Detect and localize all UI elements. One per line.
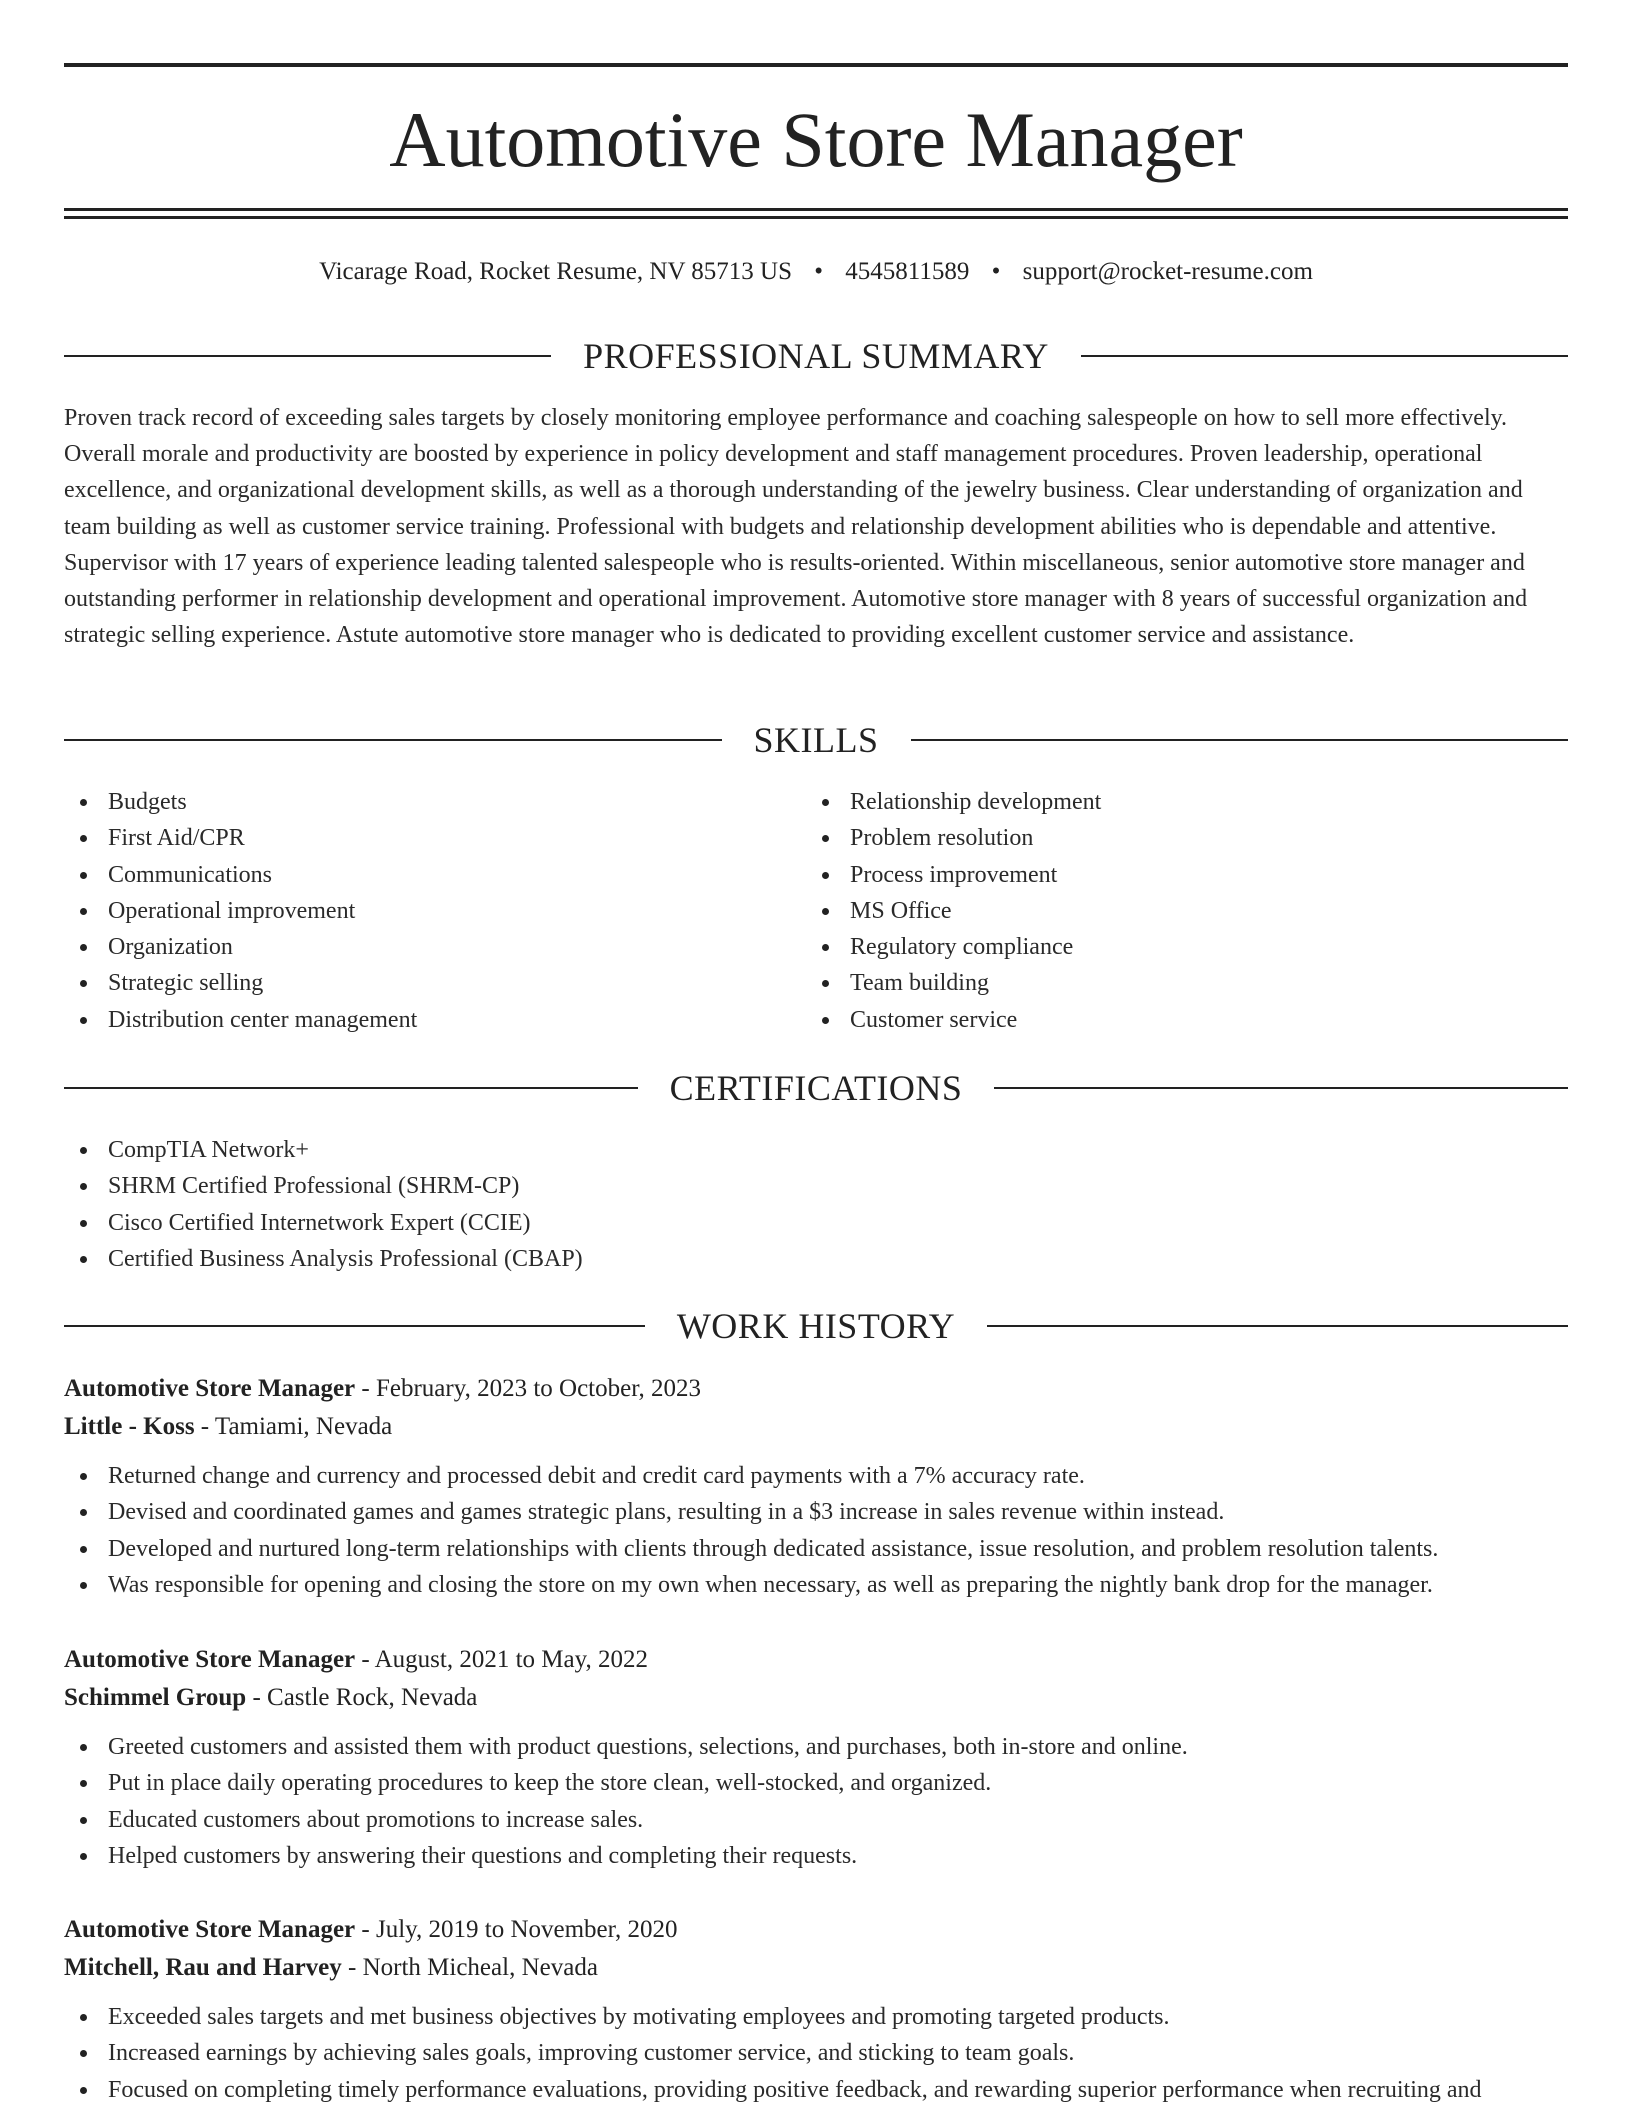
job-dates: - February, 2023 to October, 2023 xyxy=(355,1375,702,1402)
job-bullet: Helped customers by answering their questions and completing their requests. xyxy=(64,1838,1568,1874)
divider-line xyxy=(987,1325,1568,1327)
certification-item: SHRM Certified Professional (SHRM-CP) xyxy=(64,1168,1568,1204)
job-bullets xyxy=(64,1999,1568,2108)
skill-item: Budgets xyxy=(64,784,764,820)
skills-heading xyxy=(64,718,1568,762)
job-dates: - July, 2019 to November, 2020 xyxy=(355,1916,678,1943)
contact-email: support@rocket-resume.com xyxy=(1022,258,1313,285)
skills-list-right xyxy=(806,784,1506,1038)
divider-line xyxy=(1081,355,1568,357)
job-company-line xyxy=(64,1949,1568,1987)
summary-text: Proven track record of exceeding sales targets by closely monitoring employee performance and coaching salespeople on how to sell more effectively. Overall morale and productivity are boosted by experience in policy development and staff management procedures. Proven leadership, operational excellence, and organizational development skills, as well as a thorough understanding of the jewelry business. Clear understanding of organization and team building as well as customer service training. Professional with budgets and relationship development abilities who is dependable and attentive. Supervisor with 17 years of experience leading talented salespeople who is results-oriented. Within miscellaneous, senior automotive store manager and outstanding performer in relationship development and operational improvement. Automotive store manager with 8 years of successful organization and strategic selling experience. Astute automotive store manager who is dedicated to providing excellent customer service and assistance. xyxy=(64,405,1528,649)
job-location: - Tamiami, Nevada xyxy=(194,1413,393,1440)
job-title-line xyxy=(64,1641,1568,1679)
job-company: Little - Koss xyxy=(64,1413,195,1440)
skill-item: Regulatory compliance xyxy=(806,929,1506,965)
skill-item: Problem resolution xyxy=(806,820,1506,856)
certifications-heading xyxy=(64,1066,1568,1110)
job-bullet: Greeted customers and assisted them with product questions, selections, and purchases, both in-store and online. xyxy=(64,1729,1568,1765)
contact-address: Vicarage Road, Rocket Resume, NV 85713 US xyxy=(319,258,793,285)
job-company: Schimmel Group xyxy=(64,1684,247,1711)
job-entry xyxy=(64,1370,1568,1603)
skill-item: Strategic selling xyxy=(64,965,764,1001)
divider-line xyxy=(994,1087,1568,1089)
skill-item: Process improvement xyxy=(806,857,1506,893)
job-location: - North Micheal, Nevada xyxy=(341,1954,598,1981)
skill-item: Communications xyxy=(64,857,764,893)
job-bullets xyxy=(64,1458,1568,1603)
job-title-line xyxy=(64,1370,1568,1408)
section-title-skills: SKILLS xyxy=(753,720,879,760)
work-history-heading xyxy=(64,1304,1568,1348)
skill-item: MS Office xyxy=(806,893,1506,929)
divider-line xyxy=(911,739,1569,741)
contact-line xyxy=(64,254,1568,290)
divider-line xyxy=(64,739,722,741)
skills-list-left xyxy=(64,784,764,1038)
page-title: Automotive Store Manager xyxy=(389,96,1243,183)
job-bullet: Increased earnings by achieving sales goals, improving customer service, and sticking to team goals. xyxy=(64,2035,1568,2071)
header-bottom-rule xyxy=(64,208,1568,211)
skill-item: Distribution center management xyxy=(64,1002,764,1038)
skill-item: Organization xyxy=(64,929,764,965)
certification-item: CompTIA Network+ xyxy=(64,1132,1568,1168)
job-bullets xyxy=(64,1729,1568,1874)
job-bullet: Developed and nurtured long-term relationships with clients through dedicated assistance, issue resolution, and problem resolution talents. xyxy=(64,1531,1568,1567)
skill-item: First Aid/CPR xyxy=(64,820,764,856)
certification-item: Cisco Certified Internetwork Expert (CCIE) xyxy=(64,1205,1568,1241)
skill-item: Customer service xyxy=(806,1002,1506,1038)
job-bullet: Was responsible for opening and closing the store on my own when necessary, as well as preparing the nightly bank drop for the manager. xyxy=(64,1567,1568,1603)
job-title: Automotive Store Manager xyxy=(64,1375,356,1402)
divider-line xyxy=(64,1325,645,1327)
skill-item: Operational improvement xyxy=(64,893,764,929)
job-title-line xyxy=(64,1911,1568,1949)
contact-separator: • xyxy=(991,258,1001,285)
section-title-work-history: WORK HISTORY xyxy=(676,1306,956,1346)
job-entry xyxy=(64,1911,1568,2108)
job-title: Automotive Store Manager xyxy=(64,1916,356,1943)
job-company-line xyxy=(64,1679,1568,1717)
job-title: Automotive Store Manager xyxy=(64,1646,356,1673)
job-dates: - August, 2021 to May, 2022 xyxy=(355,1646,648,1673)
contact-separator: • xyxy=(814,258,824,285)
skill-item: Relationship development xyxy=(806,784,1506,820)
job-company-line xyxy=(64,1408,1568,1446)
job-entry xyxy=(64,1641,1568,1874)
section-title-summary: PROFESSIONAL SUMMARY xyxy=(583,336,1049,376)
header-bottom-rule-second xyxy=(64,216,1568,219)
job-location: - Castle Rock, Nevada xyxy=(246,1684,478,1711)
job-bullet: Devised and coordinated games and games strategic plans, resulting in a $3 increase in sales revenue within instead. xyxy=(64,1494,1568,1530)
contact-phone: 4545811589 xyxy=(845,258,970,285)
job-company: Mitchell, Rau and Harvey xyxy=(64,1954,342,1981)
section-title-certifications: CERTIFICATIONS xyxy=(669,1068,963,1108)
divider-line xyxy=(64,1087,638,1089)
job-bullet: Exceeded sales targets and met business objectives by motivating employees and promoting targeted products. xyxy=(64,1999,1568,2035)
job-bullet: Educated customers about promotions to increase sales. xyxy=(64,1802,1568,1838)
summary-heading xyxy=(64,334,1568,378)
job-bullet: Put in place daily operating procedures to keep the store clean, well-stocked, and organized. xyxy=(64,1765,1568,1801)
divider-line xyxy=(64,355,551,357)
job-bullet: Returned change and currency and processed debit and credit card payments with a 7% accuracy rate. xyxy=(64,1458,1568,1494)
header-top-rule xyxy=(64,63,1568,67)
job-bullet: Focused on completing timely performance evaluations, providing positive feedback, and rewarding superior performance when recruiting and xyxy=(64,2072,1568,2108)
skill-item: Team building xyxy=(806,965,1506,1001)
certifications-list xyxy=(64,1132,1568,1277)
certification-item: Certified Business Analysis Professional (CBAP) xyxy=(64,1241,1568,1277)
